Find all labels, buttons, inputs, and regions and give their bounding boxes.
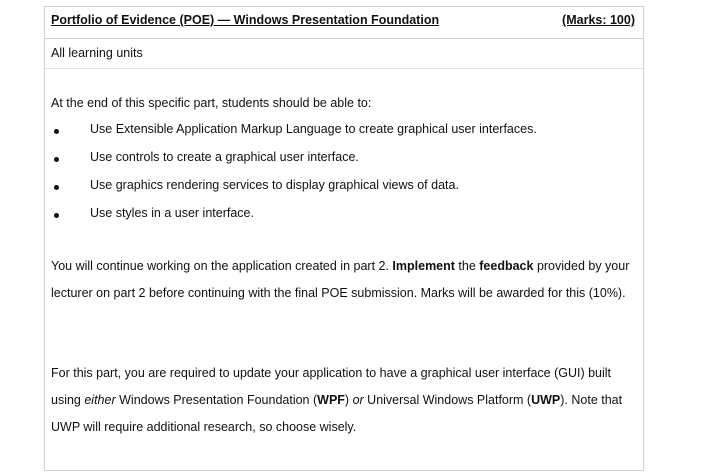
para2-italic-either: either bbox=[84, 393, 116, 407]
para1-text-1: You will continue working on the application created in part 2. bbox=[51, 259, 393, 273]
marks-label: (Marks: 100) bbox=[562, 13, 635, 27]
para1-bold-implement: Implement bbox=[392, 259, 455, 273]
paragraph-feedback bbox=[51, 253, 641, 307]
para2-text-3: ) bbox=[344, 393, 353, 407]
units-row bbox=[45, 38, 643, 69]
paragraph-gui bbox=[51, 360, 641, 441]
para2-bold-wpf: WPF bbox=[317, 393, 345, 407]
para2-text-4: Universal Windows Platform ( bbox=[363, 393, 532, 407]
header-row bbox=[45, 7, 643, 39]
para2-text-2: Windows Presentation Foundation ( bbox=[115, 393, 318, 407]
bullet-icon bbox=[54, 157, 59, 162]
bullet-icon bbox=[54, 213, 59, 218]
document-title: Portfolio of Evidence (POE) — Windows Presentation Foundation bbox=[51, 13, 440, 27]
learning-units-text: All learning units bbox=[51, 46, 143, 60]
bullet-icon bbox=[54, 185, 59, 190]
para2-bold-uwp: UWP bbox=[531, 393, 561, 407]
para2-italic-or: or bbox=[352, 393, 364, 407]
document-page bbox=[44, 6, 644, 471]
bullet-icon bbox=[54, 129, 59, 134]
para1-bold-feedback: feedback bbox=[479, 259, 534, 273]
outcome-item: Use Extensible Application Markup Language to create graphical user interfaces. bbox=[90, 122, 537, 136]
outcome-item: Use styles in a user interface. bbox=[90, 206, 254, 220]
para1-text-2: the bbox=[454, 259, 480, 273]
para1-text-3: provided by your lecturer on part 2 before continuing with the final POE submission. Marks will be awarded for this (10%). bbox=[51, 259, 630, 300]
para2-text-5: ). Note that UWP will require additional research, so choose wisely. bbox=[51, 393, 623, 434]
outcome-item: Use graphics rendering services to display graphical views of data. bbox=[90, 178, 459, 192]
outcome-item: Use controls to create a graphical user interface. bbox=[90, 150, 359, 164]
outcomes-intro: At the end of this specific part, students should be able to: bbox=[51, 96, 372, 110]
para2-text-1: For this part, you are required to update your application to have a graphical user interface (GUI) built using bbox=[51, 366, 612, 407]
